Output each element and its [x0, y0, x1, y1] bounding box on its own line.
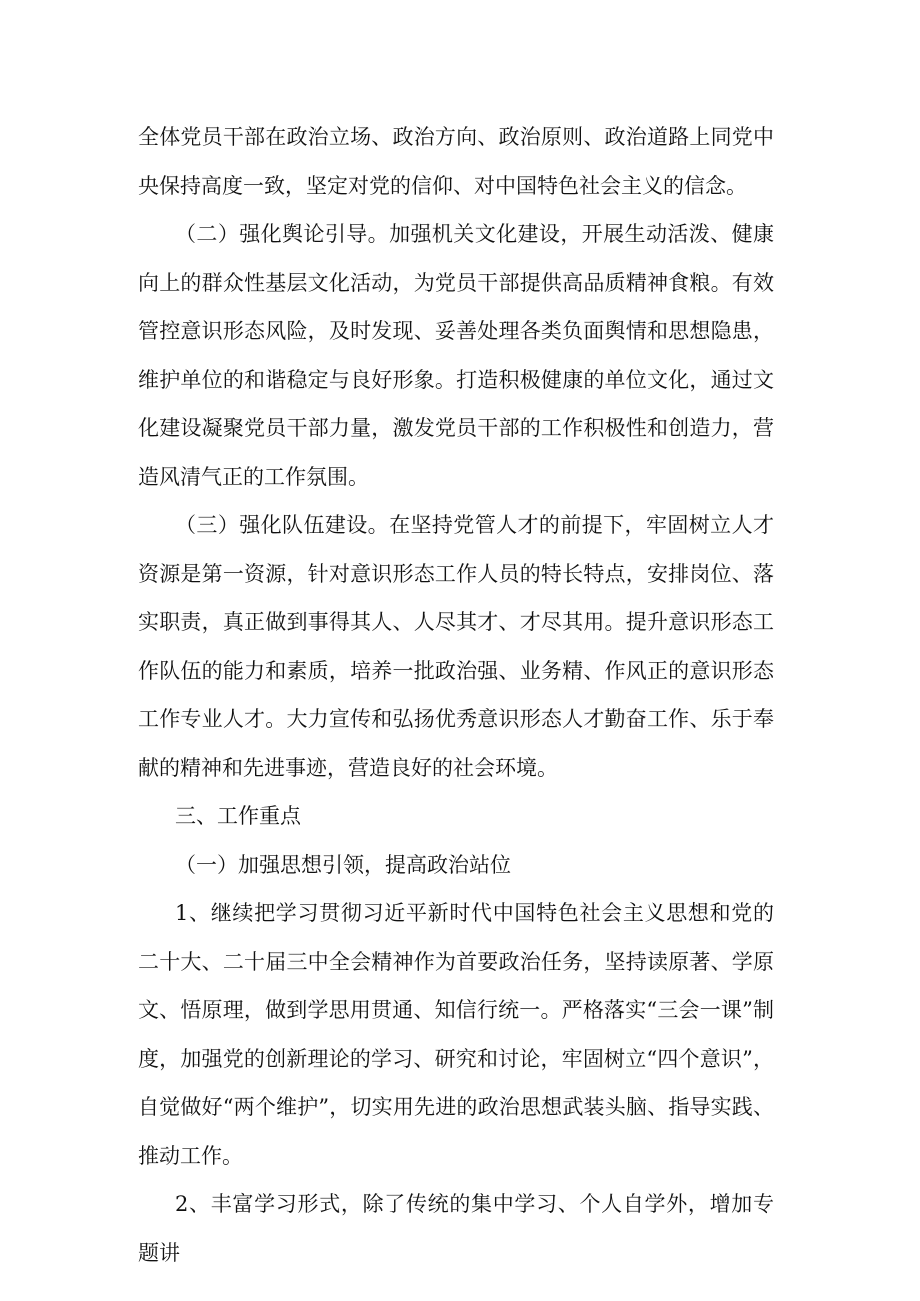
paragraph-public-opinion: （二）强化舆论引导。加强机关文化建设，开展生动活泼、健康向上的群众性基层文化活动，为党员干部提供高品质精神食粮。有效管控意识形态风险，及时发现、妥善处理各类负面舆情和思想隐患，维护单位的和谐稳定与良好形象。打造积极健康的单位文化，通过文化建设凝聚党员干部力量，激发党员干部的工作积极性和创造力，营造风清气正的工作氛围。 [138, 222, 774, 489]
paragraph-item-2: 2、丰富学习形式，除了传统的集中学习、个人自学外，增加专题讲 [138, 1192, 774, 1265]
paragraph-continuation: 全体党员干部在政治立场、政治方向、政治原则、政治道路上同党中央保持高度一致，坚定对党的信仰、对中国特色社会主义的信念。 [138, 125, 774, 198]
paragraph-team-building: （三）强化队伍建设。在坚持党管人才的前提下，牢固树立人才资源是第一资源，针对意识形态工作人员的特长特点，安排岗位、落实职责，真正做到事得其人、人尽其才、才尽其用。提升意识形态工作队伍的能力和素质，培养一批政治强、业务精、作风正的意识形态工作专业人才。大力宣传和弘扬优秀意识形态人才勤奋工作、乐于奉献的精神和先进事迹，营造良好的社会环境。 [138, 513, 774, 780]
section-heading-work-focus: 三、工作重点 [175, 804, 301, 828]
subsection-heading-ideological-guidance: （一）加强思想引领，提高政治站位 [175, 852, 511, 877]
paragraph-item-1: 1、继续把学习贯彻习近平新时代中国特色社会主义思想和党的二十大、二十届三中全会精神作为首要政治任务，坚持读原著、学原文、悟原理，做到学思用贯通、知信行统一。严格落实“三会一课”制度，加强党的创新理论的学习、研究和讨论，牢固树立“四个意识”，自觉做好“两个维护”，切实用先进的政治思想武装头脑、指导实践、推动工作。 [138, 901, 774, 1168]
document-body [138, 113, 774, 1277]
